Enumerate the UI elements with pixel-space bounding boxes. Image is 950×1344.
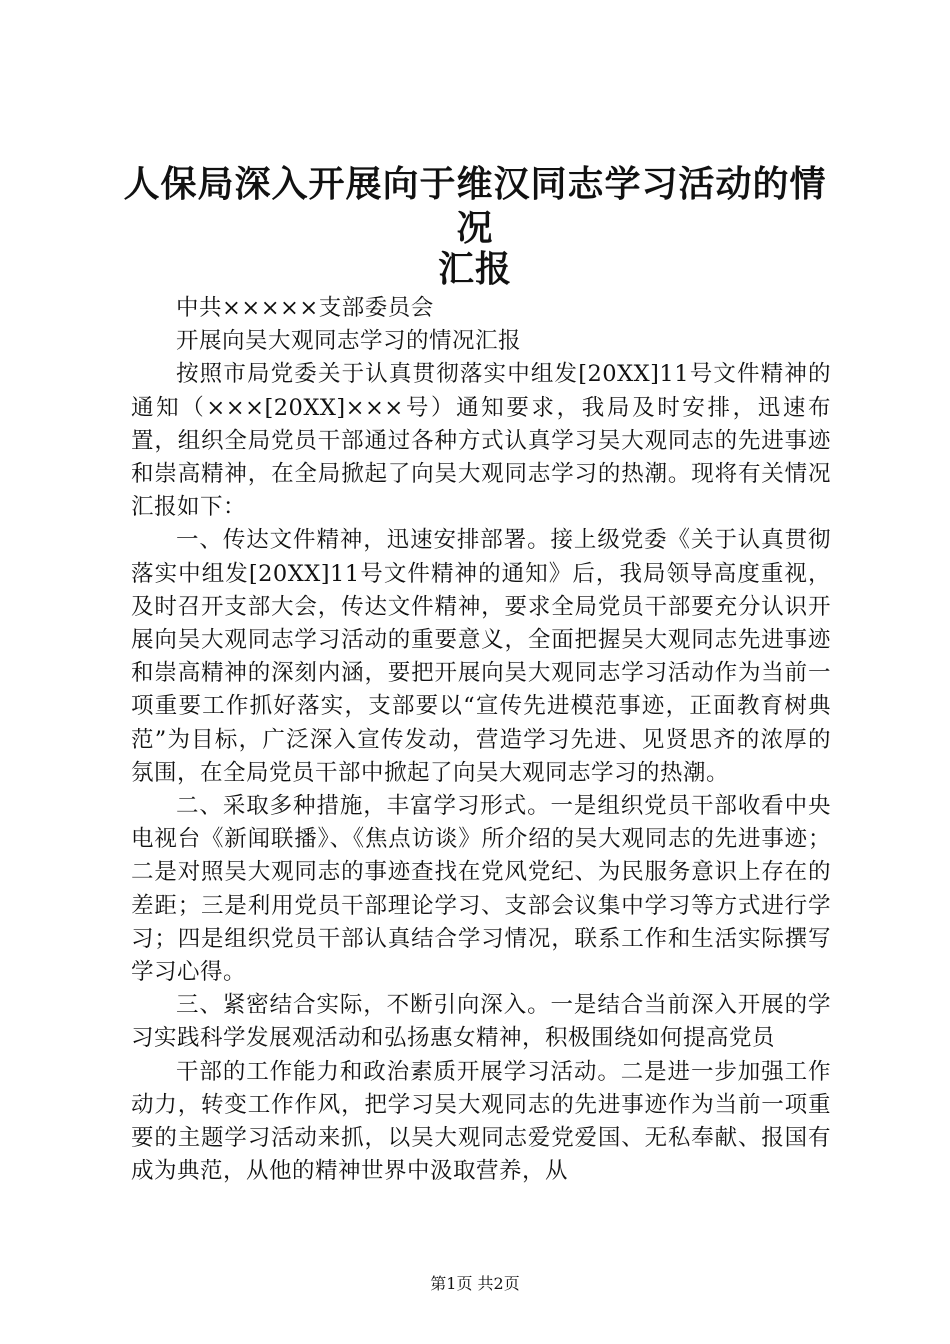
document-body <box>131 292 831 1188</box>
paragraph-section-2: 二、采取多种措施，丰富学习形式。一是组织党员干部收看中央电视台《新闻联播》、《焦点访谈》所介绍的吴大观同志的先进事迹；二是对照吴大观同志的事迹查找在党风党纪、为民服务意识上存在的差距；三是利用党员干部理论学习、支部会议集中学习等方式进行学习；四是组织党员干部认真结合学习情况，联系工作和生活实际撰写学习心得。 <box>131 793 831 986</box>
document-title-line-2: 汇报 <box>437 248 512 290</box>
paragraph-subtitle: 开展向吴大观同志学习的情况汇报 <box>176 328 522 355</box>
paragraph-section-1: 一、传达文件精神，迅速安排部署。接上级党委《关于认真贯彻落实中组发[20XX]11号文件精神的通知》后，我局领导高度重视，及时召开支部大会，传达文件精神，要求全局党员干部要充分认识开展向吴大观同志学习活动的重要意义，全面把握吴大观同志先进事迹和崇高精神的深刻内涵，要把开展向吴大观同志学习活动作为当前一项重要工作抓好落实，支部要以“宣传先进模范事迹，正面教育树典范”为目标，广泛深入宣传发动，营造学习先进、见贤思齐的浓厚的氛围，在全局党员干部中掀起了向吴大观同志学习的热潮。 <box>131 527 831 786</box>
document-title-line-1: 人保局深入开展向于维汉同志学习活动的情况 <box>123 163 827 249</box>
paragraph-intro: 按照市局党委关于认真贯彻落实中组发[20XX]11号文件精神的通知（×××[20XX]×××号）通知要求，我局及时安排，迅速布置，组织全局党员干部通过各种方式认真学习吴大观同志的先进事迹和崇高精神，在全局掀起了向吴大观同志学习的热潮。现将有关情况汇报如下： <box>131 361 831 521</box>
page-footer: 第1页 共2页 <box>430 1274 520 1293</box>
paragraph-section-3: 三、紧密结合实际，不断引向深入。一是结合当前深入开展的学习实践科学发展观活动和弘扬惠女精神，积极围绕如何提高党员 <box>131 992 831 1052</box>
paragraph-org: 中共×××××支部委员会 <box>176 295 434 321</box>
paragraph-section-3-cont: 干部的工作能力和政治素质开展学习活动。二是进一步加强工作动力，转变工作作风，把学习吴大观同志的先进事迹作为当前一项重要的主题学习活动来抓，以吴大观同志爱党爱国、无私奉献、报国有成为典范，从他的精神世界中汲取营养，从 <box>131 1058 831 1185</box>
